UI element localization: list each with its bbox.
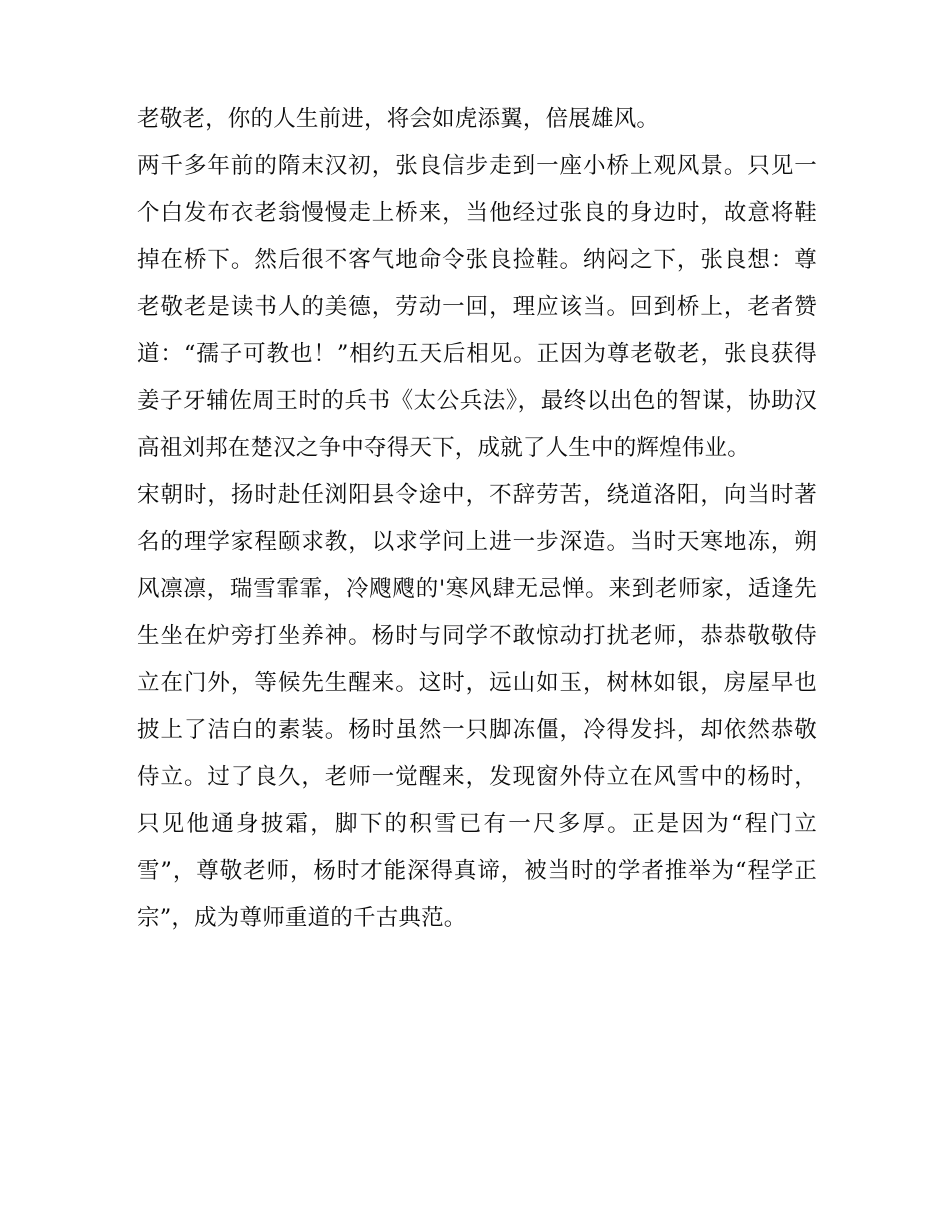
document-body xyxy=(137,96,817,942)
paragraph-2: 两千多年前的隋末汉初，张良信步走到一座小桥上观风景。只见一个白发布衣老翁慢慢走上桥来，当他经过张良的身边时，故意将鞋掉在桥下。然后很不客气地命令张良捡鞋。纳闷之下，张良想：尊老敬老是读书人的美德，劳动一回，理应该当。回到桥上，老者赞道：“孺子可教也！”相约五天后相见。正因为尊老敬老，张良获得姜子牙辅佐周王时的兵书《太公兵法》，最终以出色的智谋，协助汉高祖刘邦在楚汉之争中夺得天下，成就了人生中的辉煌伟业。 xyxy=(137,153,817,461)
paragraph-1: 老敬老，你的人生前进，将会如虎添翼，倍展雄风。 xyxy=(137,106,660,132)
paragraph-3: 宋朝时，扬时赴任浏阳县令途中，不辞劳苦，绕道洛阳，向当时著名的理学家程颐求教，以求学问上进一步深造。当时天寒地冻，朔风凛凛，瑞雪霏霏，冷飕飕的'寒风肆无忌惮。来到老师家，适逢先生坐在炉旁打坐养神。杨时与同学不敢惊动打扰老师，恭恭敬敬侍立在门外，等候先生醒来。这时，远山如玉，树林如银，房屋早也披上了洁白的素装。杨时虽然一只脚冻僵，冷得发抖，却依然恭敬侍立。过了良久，老师一觉醒来，发现窗外侍立在风雪中的杨时，只见他通身披霜，脚下的积雪已有一尺多厚。正是因为“程门立雪”，尊敬老师，杨时才能深得真谛，被当时的学者推举为“程学正宗”，成为尊师重道的千古典范。 xyxy=(137,482,817,931)
